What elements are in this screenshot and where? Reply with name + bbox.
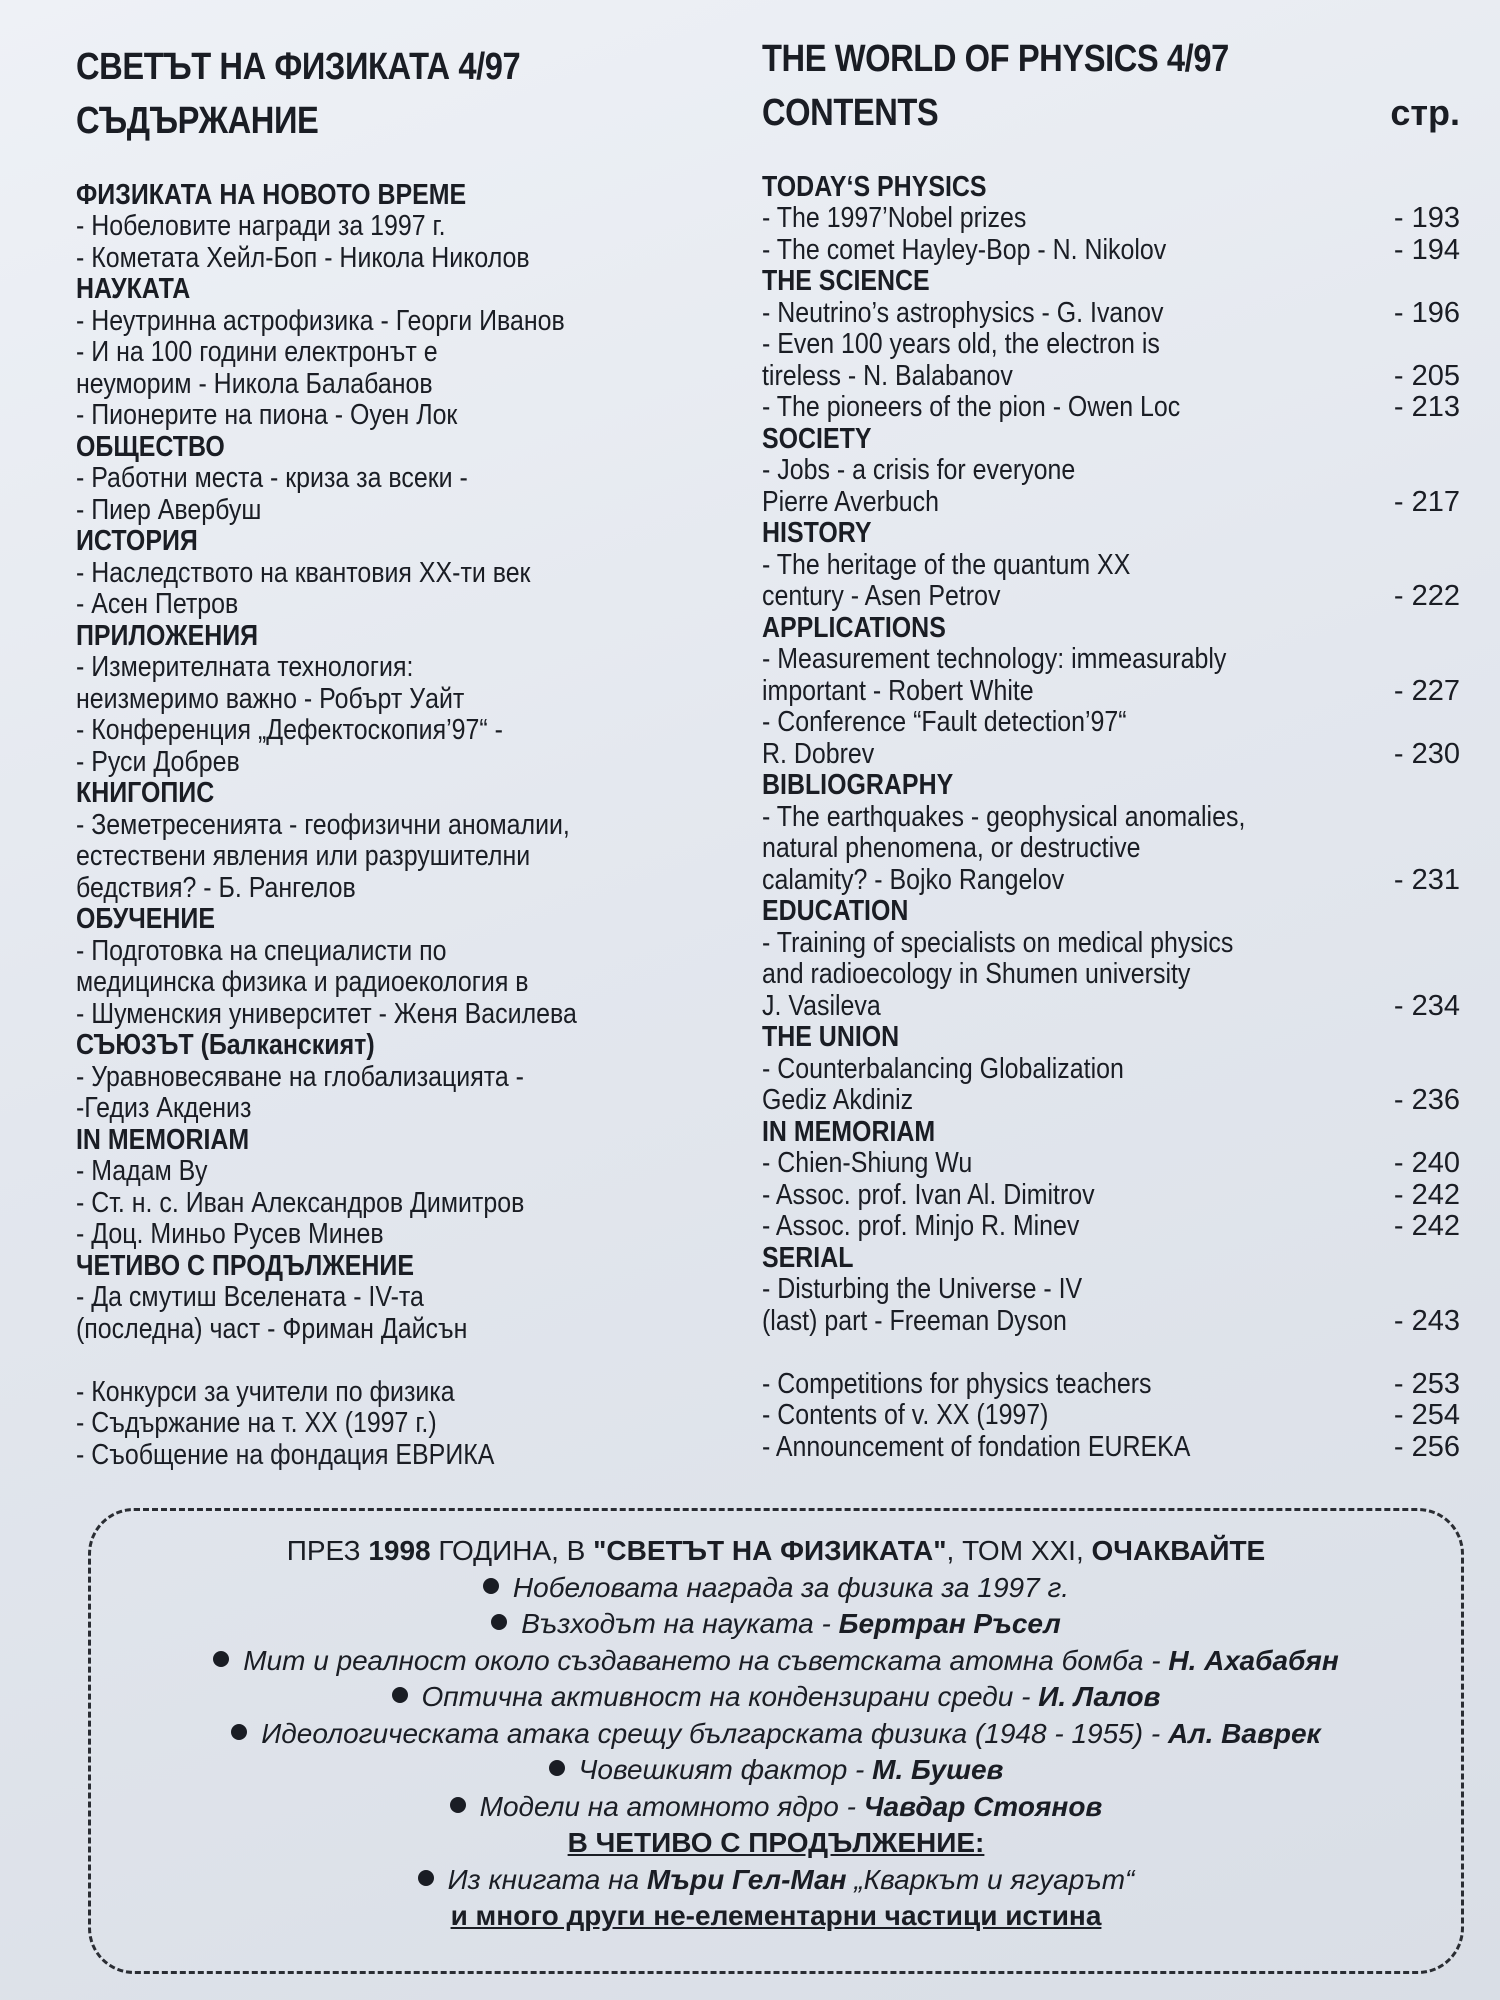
page-number: - 243 <box>1393 1304 1460 1337</box>
bulgarian-contents-column <box>76 40 716 1471</box>
page-number <box>1340 1337 1460 1369</box>
page-number <box>1340 707 1460 739</box>
announcement-item <box>91 1752 1461 1789</box>
toc-entry: неизмеримо важно - Робърт Уайт <box>76 682 465 715</box>
page-number <box>1340 455 1460 487</box>
page-number <box>1340 959 1460 991</box>
english-masthead-title: THE WORLD OF PHYSICS 4/97 <box>762 38 1229 80</box>
toc-entry: and radioecology in Shumen university <box>762 958 1191 990</box>
toc-entry: - Measurement technology: immeasurably <box>762 643 1227 675</box>
spacer <box>762 140 1244 172</box>
page-number: - 240 <box>1393 1147 1460 1179</box>
section-heading: TODAY‘S PHYSICS <box>762 170 987 203</box>
section-heading: APPLICATIONS <box>762 611 946 644</box>
toc-entry: (последна) част - Фриман Дайсън <box>76 1312 468 1345</box>
toc-entry: естествени явления или разрушителни <box>76 840 531 872</box>
section-heading: SERIAL <box>762 1241 854 1274</box>
announcement-item <box>91 1570 1461 1607</box>
section-heading: СЪЮЗЪТ (Балканският) <box>76 1029 375 1061</box>
toc-entry: - Assoc. prof. Ivan Al. Dimitrov <box>762 1178 1095 1211</box>
toc-entry: бедствия? - Б. Рангелов <box>76 871 356 904</box>
section-heading: ОБУЧЕНИЕ <box>76 903 215 935</box>
page-number <box>1340 613 1460 645</box>
headline-expect: ОЧАКВАЙТЕ <box>1091 1535 1266 1566</box>
toc-entry: - Руси Добрев <box>76 745 240 778</box>
page-number: - 253 <box>1393 1367 1460 1400</box>
toc-entry: - Chien-Shiung Wu <box>762 1147 973 1179</box>
announcement-author: Чавдар Стоянов <box>863 1790 1103 1822</box>
toc-entry: - Neutrino’s astrophysics - G. Ivanov <box>762 296 1164 329</box>
announcement-title: Мит и реалност около създаването на съветската атомна бомба - <box>243 1644 1169 1676</box>
page-number <box>1340 896 1460 928</box>
section-heading: ЧЕТИВО С ПРОДЪЛЖЕНИЕ <box>76 1249 414 1282</box>
toc-entry: - Ст. н. с. Иван Александров Димитров <box>76 1186 525 1219</box>
announcement-title: Идеологическата атака срещу българската физика (1948 - 1955) - <box>261 1717 1168 1749</box>
toc-entry: - Conference “Fault detection’97“ <box>762 706 1127 738</box>
toc-entry: - The heritage of the quantum XX <box>762 548 1131 581</box>
page-number: - 230 <box>1393 737 1460 770</box>
toc-entry: R. Dobrev <box>762 737 875 770</box>
announcement-author: Бертран Ръсел <box>838 1608 1061 1639</box>
toc-entry: медицинска физика и радиоекология в <box>76 966 529 998</box>
page-number <box>1340 1117 1460 1149</box>
toc-entry: calamity? - Bojko Rangelov <box>762 863 1065 896</box>
toc-entry: - Съобщение на фондация ЕВРИКА <box>76 1438 495 1471</box>
announcement-title: Модели на атомното ядро - <box>479 1790 864 1822</box>
serial-prefix: Из книгата на <box>447 1863 647 1895</box>
announcement-title: Оптична активност на кондензирани среди - <box>421 1681 1039 1712</box>
toc-entry: - Пионерите на пиона - Оуен Лок <box>76 399 458 431</box>
bulgarian-masthead-title: СВЕТЪТ НА ФИЗИКАТА 4/97 <box>76 46 521 88</box>
section-heading: НАУКАТА <box>76 273 191 305</box>
spacer <box>762 1337 1244 1369</box>
page-number <box>1340 770 1460 802</box>
toc-entry: -Гедиз Акдениз <box>76 1092 252 1124</box>
toc-entry: - Мадам Ву <box>76 1155 208 1187</box>
toc-entry: - The pioneers of the pion - Owen Loc <box>762 391 1181 423</box>
toc-entry: - Нобеловите награди за 1997 г. <box>76 210 446 242</box>
page-number <box>1340 424 1460 456</box>
page-number: - 205 <box>1393 359 1460 392</box>
section-heading: THE SCIENCE <box>762 265 930 297</box>
announcement-item <box>91 1716 1461 1753</box>
toc-entry: Gediz Akdiniz <box>762 1084 914 1116</box>
section-heading: HISTORY <box>762 517 872 549</box>
toc-entry: - Съдържание на т. XX (1997 г.) <box>76 1407 437 1439</box>
section-heading: IN MEMORIAM <box>76 1123 250 1156</box>
english-toc-list <box>762 140 1322 1463</box>
page-number: - 193 <box>1393 202 1460 234</box>
bullet-icon <box>392 1687 408 1703</box>
toc-entry: - Assoc. prof. Minjo R. Minev <box>762 1210 1080 1242</box>
toc-entry: - Измерителната технология: <box>76 651 414 683</box>
bullet-icon <box>213 1651 229 1667</box>
bullet-icon <box>418 1870 434 1886</box>
serial-heading: В ЧЕТИВО С ПРОДЪЛЖЕНИЕ: <box>567 1827 985 1858</box>
toc-entry: - Работни места - криза за всеки - <box>76 462 468 494</box>
page-number <box>1340 140 1460 172</box>
toc-entry: - Contents of v. XX (1997) <box>762 1399 1049 1431</box>
toc-entry: неуморим - Никола Балабанов <box>76 367 433 400</box>
page-number <box>1340 518 1460 550</box>
section-heading: THE UNION <box>762 1021 900 1053</box>
spacer <box>76 148 626 180</box>
announcement-item <box>91 1643 1461 1680</box>
toc-entry: - The 1997’Nobel prizes <box>762 202 1027 234</box>
section-heading: BIBLIOGRAPHY <box>762 769 954 801</box>
announcement-item <box>91 1789 1461 1826</box>
bullet-icon <box>491 1614 507 1630</box>
bulgarian-toc-list <box>76 148 716 1471</box>
toc-entry: - Announcement of fondation EUREKA <box>762 1430 1191 1463</box>
announcement-author: Н. Ахабабян <box>1168 1644 1339 1676</box>
page-number: - 242 <box>1393 1178 1460 1211</box>
page-number: - 234 <box>1393 989 1460 1022</box>
page-number: - 194 <box>1393 233 1460 266</box>
headline-middle: ГОДИНА, В <box>430 1535 594 1566</box>
page-number <box>1340 1243 1460 1275</box>
serial-author: Мъри Гел-Ман <box>646 1863 847 1895</box>
announcement-author: И. Лалов <box>1038 1681 1161 1712</box>
toc-entry: - Competitions for physics teachers <box>762 1367 1152 1400</box>
page-number: - 254 <box>1393 1399 1460 1431</box>
toc-entry: - Земетресенията - геофизични аномалии, <box>76 808 570 841</box>
toc-entry: - The earthquakes - geophysical anomalies, <box>762 800 1246 833</box>
toc-entry: tireless - N. Balabanov <box>762 359 1013 392</box>
spacer <box>76 1345 626 1377</box>
toc-entry: - И на 100 години електронът е <box>76 336 438 368</box>
toc-entry: - Подготовка на специалисти по <box>76 934 447 967</box>
headline-year: 1998 <box>368 1535 431 1566</box>
bullet-icon <box>483 1578 499 1594</box>
headline-volume: , ТОМ XXI, <box>946 1535 1092 1566</box>
toc-entry: - Конкурси за учители по физика <box>76 1375 455 1408</box>
toc-entry: - Асен Петров <box>76 588 239 620</box>
section-heading: IN MEMORIAM <box>762 1115 936 1148</box>
page-number: - 231 <box>1393 863 1460 896</box>
announcement-lines <box>91 1511 1461 1935</box>
toc-entry: - Уравновесяване на глобализацията - <box>76 1060 524 1093</box>
toc-entry: - The comet Hayley-Bop - N. Nikolov <box>762 233 1167 266</box>
serial-item <box>91 1862 1461 1899</box>
toc-entry: - Наследството на квантовия XX-ти век <box>76 556 531 589</box>
headline-journal: "СВЕТЪТ НА ФИЗИКАТА" <box>593 1535 947 1566</box>
section-heading: КНИГОПИС <box>76 777 215 809</box>
bulgarian-masthead-subtitle: СЪДЪРЖАНИЕ <box>76 100 319 142</box>
toc-entry: - Неутринна астрофизика - Георги Иванов <box>76 304 565 337</box>
english-masthead-subtitle: CONTENTS <box>762 92 939 134</box>
page-label: стр. <box>1390 92 1460 133</box>
announcement-item <box>91 1679 1461 1716</box>
bullet-icon <box>549 1760 565 1776</box>
toc-entry: - Disturbing the Universe - IV <box>762 1273 1083 1305</box>
page-number: - 236 <box>1393 1084 1460 1116</box>
announcement-headline <box>91 1533 1461 1570</box>
page-number <box>1340 802 1460 834</box>
announcement-box <box>88 1508 1464 1974</box>
toc-entry: - Training of specialists on medical physics <box>762 926 1234 959</box>
section-heading: ИСТОРИЯ <box>76 525 198 557</box>
page-number: - 242 <box>1393 1210 1460 1242</box>
page-number <box>1340 644 1460 676</box>
announcement-item <box>91 1606 1461 1643</box>
page-number: - 227 <box>1393 674 1460 707</box>
page-number-column <box>1340 32 1460 1463</box>
section-heading: ПРИЛОЖЕНИЯ <box>76 619 259 652</box>
toc-entry: J. Vasileva <box>762 989 881 1022</box>
page-number: - 213 <box>1393 391 1460 423</box>
toc-entry: Pierre Averbuch <box>762 485 939 518</box>
toc-entry: - Доц. Миньо Русев Минев <box>76 1218 384 1250</box>
page-number: - 256 <box>1393 1430 1460 1463</box>
announcement-title: Нобеловата награда за физика за 1997 г. <box>512 1571 1070 1603</box>
page-number <box>1340 1274 1460 1306</box>
section-heading: ФИЗИКАТА НА НОВОТО ВРЕМЕ <box>76 178 467 211</box>
page-number <box>1340 329 1460 361</box>
section-heading: EDUCATION <box>762 895 909 927</box>
page-number <box>1340 266 1460 298</box>
page-number: - 196 <box>1393 296 1460 329</box>
headline-prefix: ПРЕЗ <box>286 1535 369 1566</box>
page-number: - 217 <box>1393 485 1460 518</box>
english-contents-column <box>762 32 1322 1463</box>
toc-entry: important - Robert White <box>762 674 1034 707</box>
toc-entry: - Even 100 years old, the electron is <box>762 328 1160 360</box>
toc-entry: - Jobs - a crisis for everyone <box>762 454 1076 486</box>
page-number <box>1340 833 1460 865</box>
bullet-icon <box>231 1724 247 1740</box>
toc-entry: - Пиер Авербуш <box>76 493 262 526</box>
announcement-title: Възходът на науката - <box>521 1608 839 1639</box>
section-heading: ОБЩЕСТВО <box>76 430 225 463</box>
bullet-icon <box>450 1797 466 1813</box>
toc-entry: - Counterbalancing Globalization <box>762 1052 1124 1085</box>
page-number <box>1340 1022 1460 1054</box>
serial-title: „Кваркът и ягуарът“ <box>846 1863 1135 1895</box>
closing-line: и много други не-елементарни частици истина <box>450 1900 1102 1931</box>
toc-entry: - Кометата Хейл-Боп - Никола Николов <box>76 241 530 274</box>
toc-entry: century - Asen Petrov <box>762 580 1001 612</box>
announcement-author: Ал. Ваврек <box>1167 1717 1321 1749</box>
page-number <box>1340 1054 1460 1086</box>
toc-entry: - Да смутиш Вселената - IV-та <box>76 1281 424 1313</box>
page-number: - 222 <box>1393 580 1460 612</box>
toc-entry: - Конференция „Дефектоскопия’97“ - <box>76 714 503 746</box>
toc-entry: - Шуменския университет - Женя Василева <box>76 997 577 1030</box>
toc-entry: (last) part - Freeman Dyson <box>762 1304 1067 1337</box>
announcement-title: Човешкият фактор - <box>578 1754 873 1785</box>
page-number <box>1340 172 1460 204</box>
announcement-author: М. Бушев <box>872 1754 1004 1785</box>
toc-entry: natural phenomena, or destructive <box>762 832 1141 864</box>
page-number <box>1340 928 1460 960</box>
page-number <box>1340 550 1460 582</box>
section-heading: SOCIETY <box>762 422 872 455</box>
page-number-list <box>1340 140 1460 1463</box>
